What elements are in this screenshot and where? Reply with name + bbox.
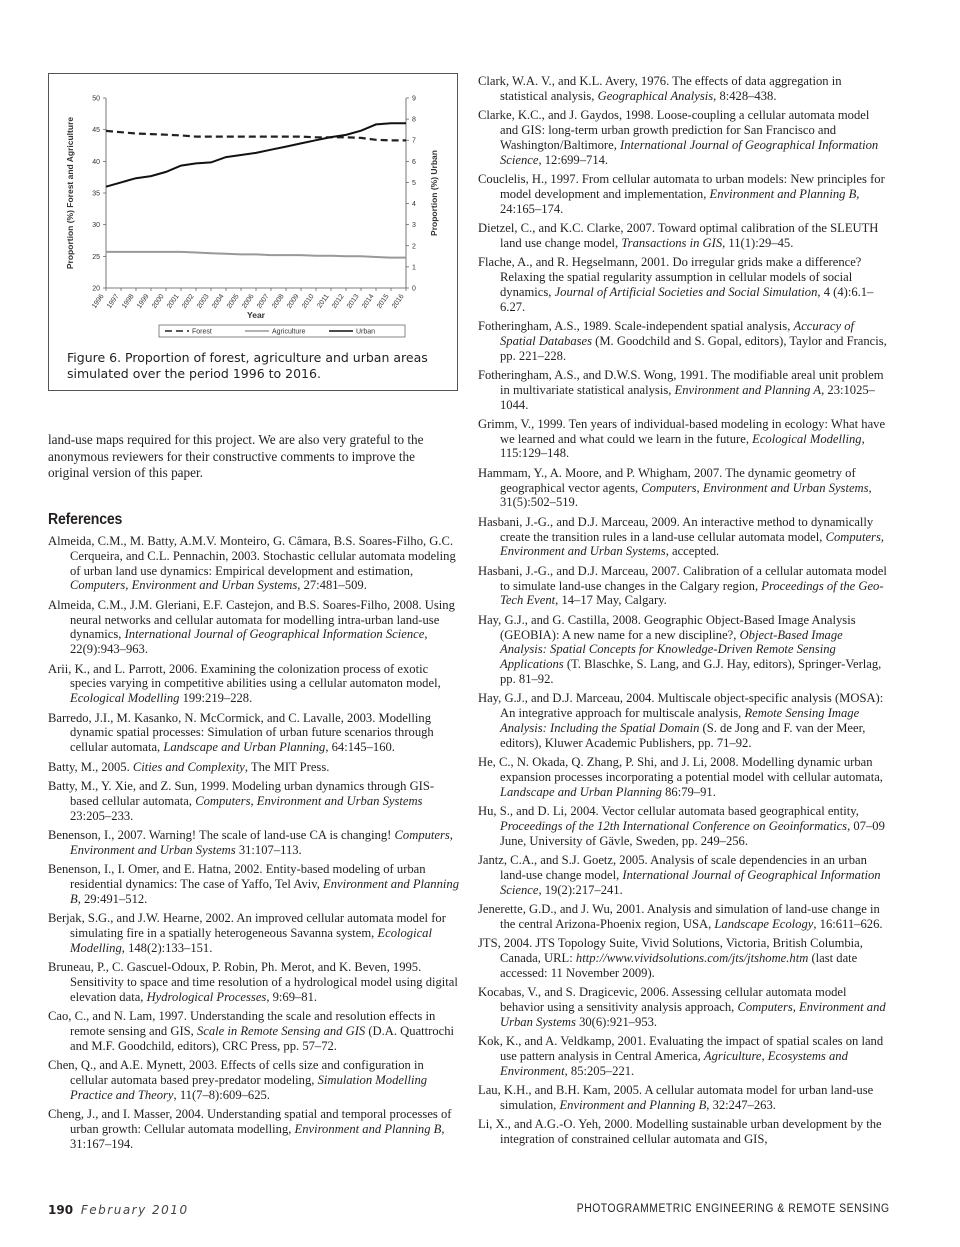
x-tick-label: 2004 bbox=[210, 293, 226, 310]
left-tick-label: 30 bbox=[92, 222, 100, 230]
reference-entry: Batty, M., Y. Xie, and Z. Sun, 1999. Modeling urban dynamics through GIS-based cellular automata, Computers, Environment and Urban Systems 23:205–233. bbox=[48, 778, 435, 823]
references-right-column bbox=[478, 74, 890, 1152]
x-tick-label: 2015 bbox=[375, 293, 391, 310]
left-tick-label: 45 bbox=[92, 127, 100, 135]
legend-label-urban: Urban bbox=[356, 328, 376, 336]
x-tick-label: 2008 bbox=[270, 293, 286, 310]
reference-entry: Benenson, I., I. Omer, and E. Hatna, 2002. Entity-based modeling of urban residential dynamics: The case of Yaffo, Tel Aviv, Environment and Planning B, 29:491–512. bbox=[48, 862, 459, 906]
x-tick-label: 2012 bbox=[330, 293, 346, 310]
right-tick-label: 0 bbox=[412, 285, 416, 293]
reference-entry: JTS, 2004. JTS Topology Suite, Vivid Solutions, Victoria, British Columbia, Canada, URL: http://www.vividsolutions.com/jts/jtshome.htm (last date accessed: 11 November 2009). bbox=[478, 936, 863, 980]
x-tick-label: 2003 bbox=[195, 293, 211, 310]
reference-entry: Bruneau, P., C. Gascuel-Odoux, P. Robin, Ph. Merot, and K. Beven, 1995. Sensitivity to space and time resolution of a hydrological model using digital elevation data, Hydrological Processes, 9:69–81. bbox=[48, 960, 458, 1004]
reference-entry: Hay, G.J., and G. Castilla, 2008. Geographic Object-Based Image Analysis (GEOBIA): A new name for a new discipline?, Object-Based Image Analysis: Spatial Concepts for Knowledge-Driven Remote Sensing Applications (T. Blaschke, S. Lang, and G.J. Hay, editors), Springer-Verlag, pp. 81–92. bbox=[478, 612, 882, 687]
x-tick-label: 2009 bbox=[285, 293, 301, 310]
reference-entry: Cao, C., and N. Lam, 1997. Understanding the scale and resolution effects in remote sensing and GIS, Scale in Remote Sensing and GIS (D.A. Quattrochi and M.F. Goodchild, editors), CRC Press, pp. 57–72. bbox=[48, 1009, 455, 1053]
x-tick-label: 2007 bbox=[255, 293, 271, 310]
reference-entry: Hu, S., and D. Li, 2004. Vector cellular automata based geographical entity, Proceedings of the 12th International Conference on Geoinformatics, 07–09 June, University of Gävle, Sweden, pp. 249–256. bbox=[478, 804, 885, 848]
right-tick-label: 4 bbox=[412, 201, 416, 209]
x-tick-label: 2011 bbox=[316, 293, 331, 310]
figure-6 bbox=[48, 73, 458, 391]
right-tick-label: 8 bbox=[412, 116, 416, 124]
left-tick-label: 40 bbox=[92, 158, 100, 166]
reference-entry: Barredo, J.I., M. Kasanko, N. McCormick, and C. Lavalle, 2003. Modelling dynamic spatial processes: Simulation of urban future scenarios through cellular automata, Landscape and Urban Planning, 64:145–160. bbox=[48, 710, 434, 755]
reference-entry: Hasbani, J.-G., and D.J. Marceau, 2009. An interactive method to dynamically create the transition rules in a land-use cellular automata model, Computers, Environment and Urban Systems, accepted. bbox=[478, 514, 884, 559]
series-line-agriculture bbox=[106, 252, 406, 258]
journal-name: PHOTOGRAMMETRIC ENGINEERING & REMOTE SENSING bbox=[577, 1203, 890, 1215]
right-tick-label: 7 bbox=[412, 137, 416, 145]
reference-entry: Clarke, K.C., and J. Gaydos, 1998. Loose-coupling a cellular automata model and GIS: long-term urban growth prediction for San Francisco and Washington/Baltimore, International Journal of Geographical Information Science, 12:699–714. bbox=[478, 108, 879, 167]
x-tick-label: 1996 bbox=[90, 293, 106, 310]
right-tick-label: 3 bbox=[412, 222, 416, 230]
page-footer-left bbox=[48, 1203, 189, 1217]
x-tick-label: 2005 bbox=[225, 293, 241, 310]
line-chart bbox=[49, 74, 457, 344]
reference-entry: Batty, M., 2005. Cities and Complexity, The MIT Press. bbox=[48, 759, 330, 774]
reference-entry: Berjak, S.G., and J.W. Hearne, 2002. An improved cellular automata model for simulating fire in a spatially heterogeneous Savanna system, Ecological Modelling, 148(2):133–151. bbox=[48, 911, 446, 955]
reference-entry: Dietzel, C., and K.C. Clarke, 2007. Toward optimal calibration of the SLEUTH land use change model, Transactions in GIS, 11(1):29–45. bbox=[478, 220, 879, 250]
reference-entry: Chen, Q., and A.E. Mynett, 2003. Effects of cells size and configuration in cellular automata based prey-predator modeling, Simulation Modelling Practice and Theory, 11(7–8):609–625. bbox=[48, 1058, 428, 1102]
x-tick-label: 1997 bbox=[105, 293, 121, 310]
x-tick-label: 2014 bbox=[360, 293, 376, 310]
reference-entry: Couclelis, H., 1997. From cellular automata to urban models: New principles for model development and implementation, Environment and Planning B, 24:165–174. bbox=[478, 171, 885, 216]
reference-entry: Kok, K., and A. Veldkamp, 2001. Evaluating the impact of spatial scales on land use pattern analysis in Central America, Agriculture, Ecosystems and Environment, 85:205–221. bbox=[478, 1034, 884, 1078]
left-tick-label: 25 bbox=[92, 253, 100, 261]
page-number: 190 bbox=[48, 1203, 74, 1217]
right-axis-title: Proportion (%) Urban bbox=[429, 150, 439, 236]
issue-date: February 2010 bbox=[80, 1203, 189, 1217]
reference-entry: Hammam, Y., A. Moore, and P. Whigham, 2007. The dynamic geometry of geographical vector agents, Computers, Environment and Urban Systems, 31(5):502–519. bbox=[478, 465, 872, 510]
left-axis-title: Proportion (%) Forest and Agriculture bbox=[65, 116, 75, 270]
reference-entry: Fotheringham, A.S., 1989. Scale-independent spatial analysis, Accuracy of Spatial Databases (M. Goodchild and S. Gopal, editors), Taylor and Francis, pp. 221–228. bbox=[478, 318, 887, 363]
x-tick-label: 1998 bbox=[120, 293, 136, 310]
x-tick-label: 2006 bbox=[240, 293, 256, 310]
left-tick-label: 20 bbox=[92, 285, 100, 293]
reference-entry: Hay, G.J., and D.J. Marceau, 2004. Multiscale object-specific analysis (MOSA): An integrative approach for multiscale analysis, Remote Sensing Image Analysis: Including the Spatial Domain (S. de Jong and F. van der Meer, editors), Kluwer Academic Publishers, pp. 71–92. bbox=[478, 691, 884, 750]
right-tick-label: 9 bbox=[412, 95, 416, 103]
reference-entry: Almeida, C.M., M. Batty, A.M.V. Monteiro, G. Câmara, B.S. Soares-Filho, G.C. Cerqueira, and C.L. Pennachin, 2003. Stochastic cellular automata modeling of urban land use dynamics: Empirical development and estimation, Computers, Environment and Urban Systems, 27:481–509. bbox=[48, 534, 456, 593]
reference-entry: Flache, A., and R. Hegselmann, 2001. Do irregular grids make a difference? Relaxing the spatial regularity assumption in cellular models of social dynamics, Journal of Artificial Societies and Social Simulation, 4 (4):6.1–6.27. bbox=[478, 255, 874, 314]
x-tick-label: 2001 bbox=[165, 293, 181, 310]
right-tick-label: 6 bbox=[412, 158, 416, 166]
series-line-forest bbox=[106, 131, 406, 141]
x-tick-label: 2002 bbox=[180, 293, 196, 310]
left-tick-label: 35 bbox=[92, 190, 100, 198]
series-line-urban bbox=[106, 123, 406, 186]
reference-entry: Jenerette, G.D., and J. Wu, 2001. Analysis and simulation of land-use change in the central Arizona-Phoenix region, USA, Landscape Ecology, 16:611–626. bbox=[478, 902, 883, 931]
x-tick-label: 2000 bbox=[150, 293, 166, 310]
reference-entry: Cheng, J., and I. Masser, 2004. Understanding spatial and temporal processes of urban growth: Cellular automata modelling, Environment and Planning B, 31:167–194. bbox=[48, 1107, 452, 1151]
x-tick-label: 2010 bbox=[300, 293, 316, 310]
x-tick-label: 1999 bbox=[135, 293, 151, 310]
reference-entry: Benenson, I., 2007. Warning! The scale of land-use CA is changing! Computers, Environment and Urban Systems 31:107–113. bbox=[48, 827, 453, 857]
reference-entry: Grimm, V., 1999. Ten years of individual-based modeling in ecology: What have we learned and what could we learn in the future, Ecological Modelling, 115:129–148. bbox=[478, 416, 886, 461]
reference-entry: He, C., N. Okada, Q. Zhang, P. Shi, and J. Li, 2008. Modelling dynamic urban expansion processes incorporating a potential model with cellular automata, Landscape and Urban Planning 86:79–91. bbox=[478, 755, 883, 799]
right-tick-label: 5 bbox=[412, 179, 416, 187]
figure-caption: Figure 6. Proportion of forest, agriculture and urban areas simulated over the period 1996 to 2016. bbox=[67, 350, 428, 381]
right-tick-label: 2 bbox=[412, 243, 416, 251]
legend-label-forest: Forest bbox=[192, 328, 212, 336]
x-tick-label: 2016 bbox=[390, 293, 406, 310]
reference-entry: Almeida, C.M., J.M. Gleriani, E.F. Castejon, and B.S. Soares-Filho, 2008. Using neural networks and cellular automata for modelling intra-urban land-use dynamics, International Journal of Geographical Information Science, 22(9):943–963. bbox=[48, 597, 455, 657]
x-tick-label: 2013 bbox=[345, 293, 361, 310]
x-axis-title: Year bbox=[247, 310, 265, 320]
reference-entry: Jantz, C.A., and S.J. Goetz, 2005. Analysis of scale dependencies in an urban land-use change model, International Journal of Geographical Information Science, 19(2):217–241. bbox=[478, 853, 881, 897]
acknowledgment-text: land-use maps required for this project. We are also very grateful to the anonymous reviewers for their constructive comments to improve the original version of this paper. bbox=[48, 432, 424, 480]
reference-entry: Arii, K., and L. Parrott, 2006. Examining the colonization process of exotic species varying in competitive abilities using a cellular automaton model, Ecological Modelling 199:219–228. bbox=[48, 661, 441, 706]
legend-label-agriculture: Agriculture bbox=[272, 328, 306, 336]
reference-entry: Hasbani, J.-G., and D.J. Marceau, 2007. Calibration of a cellular automata model to simulate land-use changes in the Calgary region, Proceedings of the Geo-Tech Event, 14–17 May, Calgary. bbox=[478, 563, 887, 608]
references-heading: References bbox=[48, 511, 123, 528]
reference-entry: Li, X., and A.G.-O. Yeh, 2000. Modelling sustainable urban development by the integration of constrained cellular automata and GIS, bbox=[478, 1117, 882, 1147]
reference-entry: Lau, K.H., and B.H. Kam, 2005. A cellular automata model for urban land-use simulation, Environment and Planning B, 32:247–263. bbox=[478, 1083, 874, 1113]
reference-entry: Clark, W.A. V., and K.L. Avery, 1976. The effects of data aggregation in statistical analysis, Geographical Analysis, 8:428–438. bbox=[478, 74, 842, 103]
right-tick-label: 1 bbox=[412, 264, 416, 272]
references-left-column bbox=[48, 534, 460, 1156]
reference-entry: Fotheringham, A.S., and D.W.S. Wong, 1991. The modifiable areal unit problem in multivariate statistical analysis, Environment and Planning A, 23:1025–1044. bbox=[478, 367, 884, 412]
left-tick-label: 50 bbox=[92, 95, 100, 103]
reference-entry: Kocabas, V., and S. Dragicevic, 2006. Assessing cellular automata model behavior using a sensitivity analysis approach, Computers, Environment and Urban Systems 30(6):921–953. bbox=[478, 985, 886, 1029]
